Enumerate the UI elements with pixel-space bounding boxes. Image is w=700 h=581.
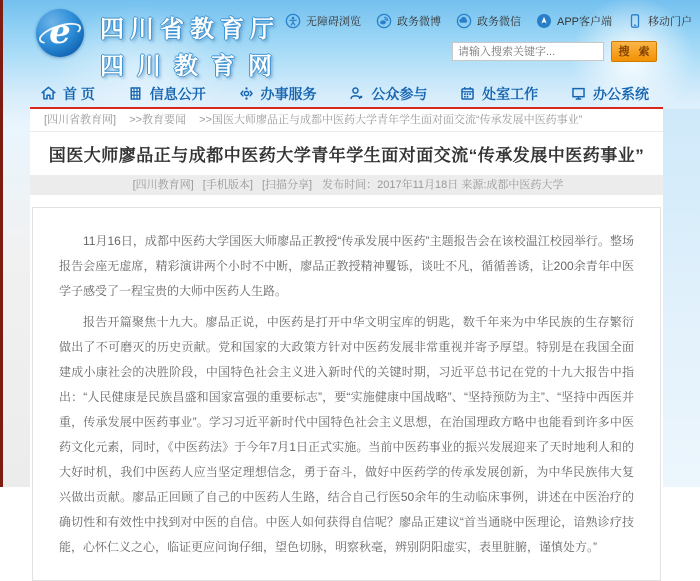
nav-label: 处室工作 (482, 85, 539, 102)
site-logo[interactable] (36, 9, 84, 57)
quicklink-accessibility[interactable] (285, 13, 361, 29)
quicklink-label: 政务微博 (396, 16, 441, 28)
article-title: 国医大师廖品正与成都中医药大学青年学生面对面交流“传承发展中医药事业” (48, 146, 645, 165)
meta-scan-share-link[interactable]: [扫描分享] (261, 179, 313, 191)
calendar-icon (459, 85, 476, 102)
nav-item-department-work[interactable] (459, 84, 538, 104)
search-button[interactable]: 搜 索 (611, 41, 657, 62)
breadcrumb-section-link[interactable]: >>教育要闻 (129, 114, 187, 126)
nav-label: 办事服务 (260, 85, 317, 102)
nav-item-info-disclosure[interactable] (127, 84, 206, 104)
logo-e-glyph: e (49, 12, 71, 52)
content-wrapper (30, 109, 663, 554)
main-nav (30, 80, 663, 107)
left-edge-bar (0, 0, 3, 487)
monitor-icon (570, 85, 587, 102)
app-icon (536, 13, 552, 29)
breadcrumb (30, 109, 663, 132)
building-icon (127, 85, 144, 102)
meta-source-site-link[interactable]: [四川教育网] (132, 179, 194, 191)
sky-background-strip (663, 109, 700, 487)
wechat-icon (456, 13, 472, 29)
nav-item-office-system[interactable] (570, 84, 649, 104)
quicklink-label: APP客户端 (556, 16, 612, 28)
quicklink-label: 无障碍浏览 (305, 16, 361, 28)
search-input[interactable] (452, 42, 604, 61)
nav-label: 公众参与 (371, 85, 428, 102)
quick-links (285, 13, 692, 29)
nav-label: 信息公开 (149, 85, 206, 102)
article-body (32, 207, 661, 581)
mobile-icon (627, 13, 643, 29)
nav-item-public-participation[interactable] (348, 84, 427, 104)
accessibility-icon (285, 13, 301, 29)
weibo-icon (376, 13, 392, 29)
home-icon (40, 85, 57, 102)
quicklink-wechat[interactable] (456, 13, 521, 29)
nav-item-services[interactable] (238, 84, 317, 104)
breadcrumb-site-link[interactable]: [四川省教育网] (44, 114, 117, 126)
site-title (100, 9, 285, 81)
article-paragraph-1: 11月16日，成都中医药大学国医大师廖品正教授“传承发展中医药”主题报告会在该校温江校园举行。整场报告会座无虚席，精彩演讲两个小时不中断，廖品正教授精神矍铄，谈吐不凡，循循善诱，让200余青年中医学子感受了一程宝贵的大师中医药人生路。 (59, 234, 634, 298)
meta-mobile-version-link[interactable]: [手机版本] (202, 179, 253, 191)
breadcrumb-current-page: >>国医大师廖品正与成都中医药大学青年学生面对面交流“传承发展中医药事业” (199, 114, 583, 126)
person-icon (348, 85, 365, 102)
site-title-line1: 四川省教育厅 (100, 16, 280, 43)
nav-label: 办公系统 (592, 85, 649, 102)
nav-item-home[interactable] (40, 84, 95, 104)
search-bar (452, 41, 657, 62)
site-title-line2: 四川教育网 (100, 53, 285, 80)
quicklink-app[interactable] (536, 13, 612, 29)
quicklink-weibo[interactable] (376, 13, 441, 29)
quicklink-mobile[interactable] (627, 13, 692, 29)
meta-publish-info: 发布时间：2017年11月18日 来源:成都中医药大学 (322, 179, 564, 191)
compass-dots-icon (238, 85, 255, 102)
article-meta-bar (30, 175, 663, 195)
nav-label: 首 页 (63, 85, 95, 102)
quicklink-label: 移动门户 (648, 16, 692, 28)
article-paragraph-2: 报告开篇聚焦十九大。廖品正说，中医药是打开中华文明宝库的钥匙，数千年来为中华民族的生存繁衍做出了不可磨灭的历史贡献。党和国家的大政策方针对中医药发展非常重视并寄予厚望。特别是在我国全面建成小康社会的决胜阶段，中国特色社会主义进入新时代的关键时期，习近平总书记在党的十九大报告中指出：“人民健康是民族昌盛和国家富强的重要标志”，要“实施健康中国战略”、“坚持预防为主”、“坚持中西医并重，传承发展中医药事业”。学习习近平新时代中国特色社会主义思想，在治国理政方略中也能看到许多中医药文化元素，同时，《中医药法》于今年7月1日正式实施。当前中医药事业的振兴发展迎来了天时地利人和的大好时机，我们中医药人应当坚定理想信念，勇于奋斗，做好中医药学的传承发展创新，为中华民族伟大复兴做出贡献。廖品正回顾了自己的中医药人生路，结合自己行医50余年的生动临床事例，讲述在中医治疗的确切性和有效性中找到对中医的自信。中医人如何获得自信呢？廖品正建议“首当通晓中医理论，谙熟诊疗技能，心怀仁义之心，临证更应问询仔细，望色切脉，明察秋毫，辨别阴阳虚实，表里脏腑，谨慎处方。” (59, 315, 634, 554)
quicklink-label: 政务微信 (476, 16, 521, 28)
